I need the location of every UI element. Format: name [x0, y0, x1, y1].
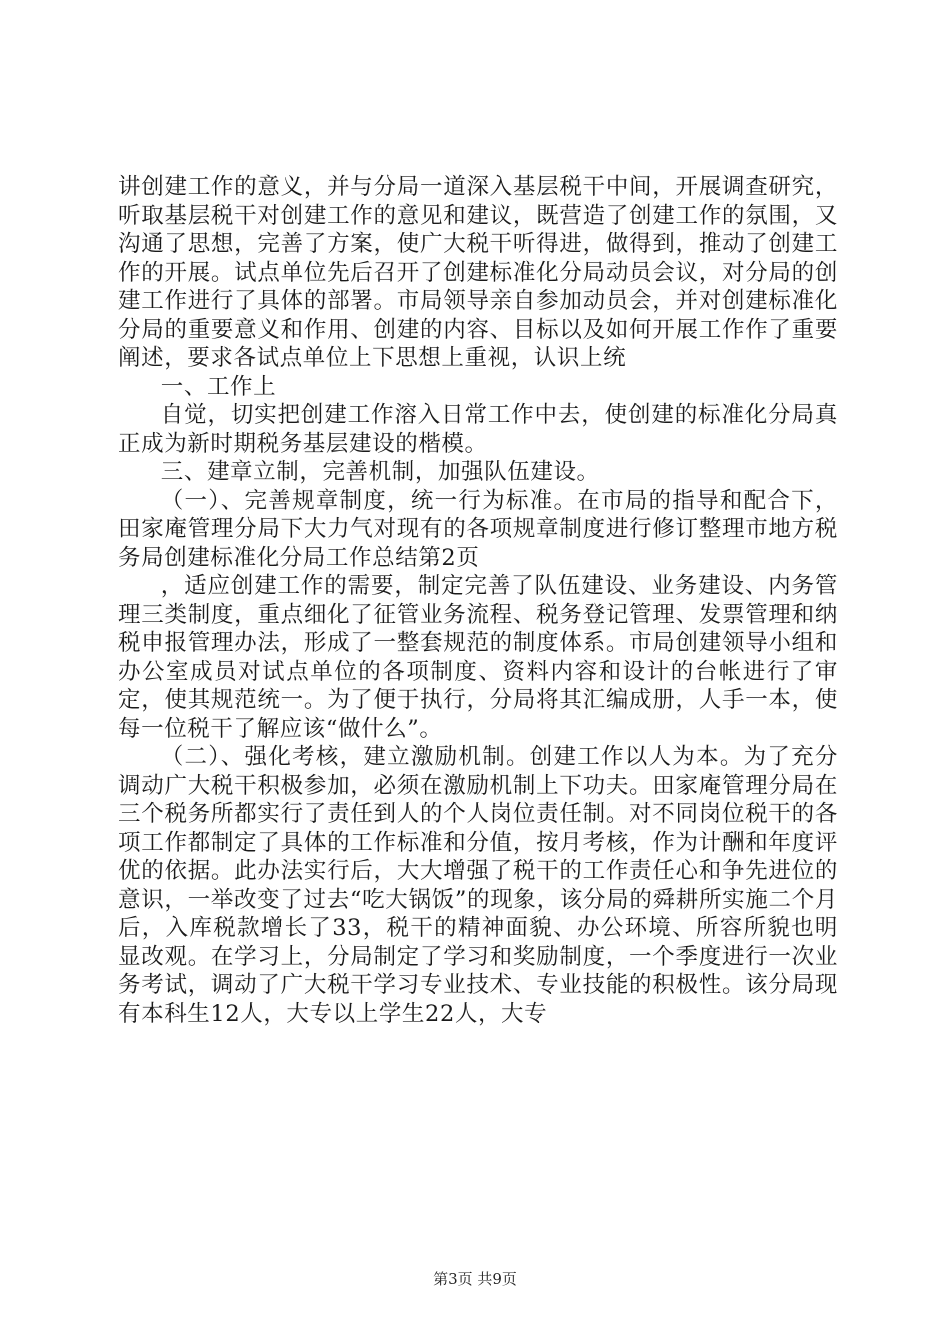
- paragraph-2-heading: 一、工作上: [160, 373, 277, 400]
- paragraph-3: 自觉，切实把创建工作溶入日常工作中去，使创建的标准化分局真正成为新时期税务基层建设的楷模。: [118, 402, 838, 457]
- paragraph-6: ，适应创建工作的需要，制定完善了队伍建设、业务建设、内务管理三类制度，重点细化了征管业务流程、税务登记管理、发票管理和纳税申报管理办法，形成了一整套规范的制度体系。市局创建领导小组和办公室成员对试点单位的各项制度、资料内容和设计的台帐进行了审定，使其规范统一。为了便于执行，分局将其汇编成册，人手一本，使每一位税干了解应该“做什么”。: [118, 573, 838, 742]
- document-body: [118, 173, 838, 1028]
- paragraph-1: 讲创建工作的意义，并与分局一道深入基层税干中间，开展调查研究，听取基层税干对创建工作的意见和建议，既营造了创建工作的氛围，又沟通了思想，完善了方案，使广大税干听得进，做得到，推动了创建工作的开展。试点单位先后召开了创建标准化分局动员会议，对分局的创建工作进行了具体的部署。市局领导亲自参加动员会，并对创建标准化分局的重要意义和作用、创建的内容、目标以及如何开展工作作了重要阐述，要求各试点单位上下思想上重视，认识上统: [118, 174, 838, 371]
- paragraph-5: （一）、完善规章制度，统一行为标准。在市局的指导和配合下，田家庵管理分局下大力气对现有的各项规章制度进行修订整理市地方税务局创建标准化分局工作总结第2页: [118, 487, 838, 571]
- paragraph-4-heading: 三、建章立制，完善机制，加强队伍建设。: [160, 459, 600, 485]
- page-number-footer: 第3页 共9页: [433, 1270, 517, 1288]
- paragraph-7: （二）、强化考核，建立激励机制。创建工作以人为本。为了充分调动广大税干积极参加，必须在激励机制上下功夫。田家庵管理分局在三个税务所都实行了责任到人的个人岗位责任制。对不同岗位税干的各项工作都制定了具体的工作标准和分值，按月考核，作为计酬和年度评优的依据。此办法实行后，大大增强了税干的工作责任心和争先进位的意识，一举改变了过去“吃大锅饭”的现象，该分局的舜耕所实施二个月后，入库税款增长了33，税干的精神面貌、办公环境、所容所貌也明显改观。在学习上，分局制定了学习和奖励制度，一个季度进行一次业务考试，调动了广大税干学习专业技术、专业技能的积极性。该分局现有本科生12人，大专以上学生22人，大专: [118, 744, 838, 1027]
